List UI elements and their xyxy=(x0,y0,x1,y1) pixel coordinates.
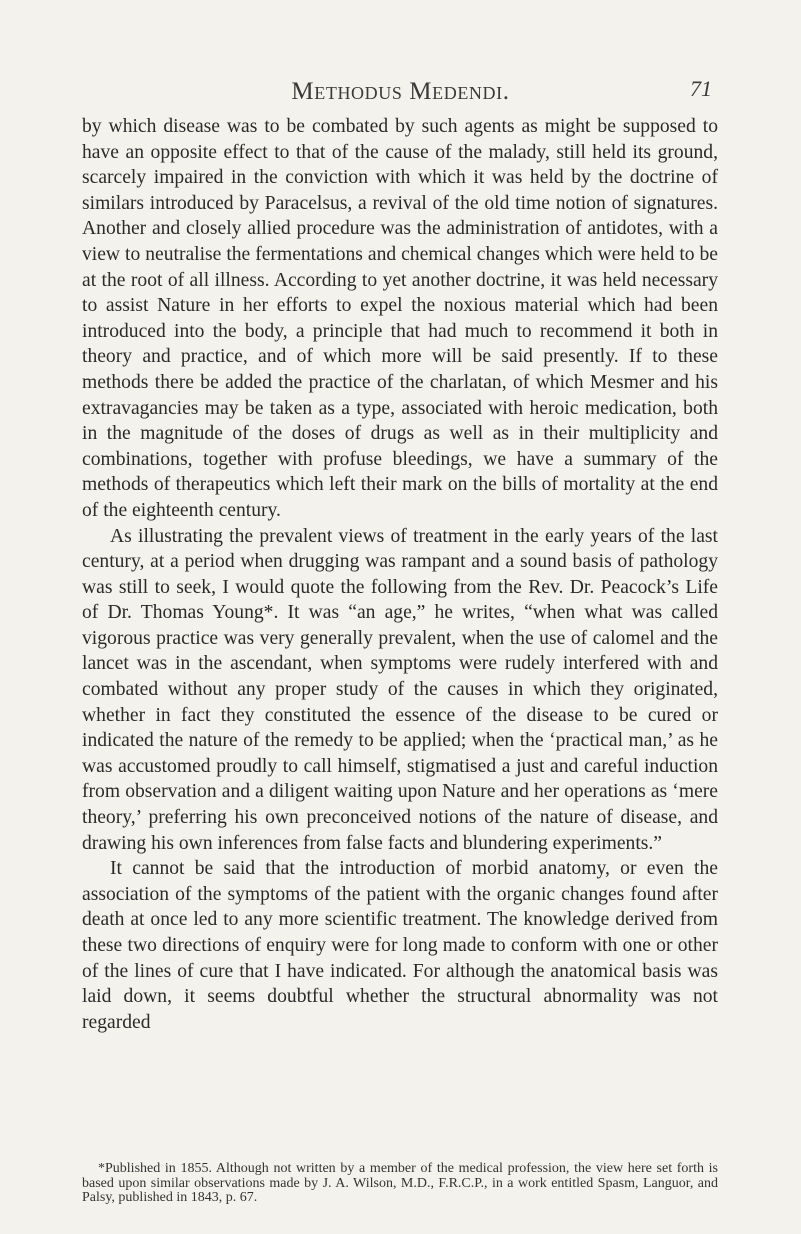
paragraph-1: by which disease was to be combated by such agents as might be supposed to have an opposite effect to that of the cause of the malady, still held its ground, scarcely impaired in the conviction with which it was held by the doctrine of similars introduced by Paracelsus, a revival of the old time notion of signatures. Another and closely allied procedure was the administration of antidotes, with a view to neutralise the fermentations and chemical changes which were held to be at the root of all illness. According to yet another doctrine, it was held necessary to assist Nature in her efforts to expel the noxious material which had been introduced into the body, a principle that had much to recommend it both in theory and practice, and of which more will be said presently. If to these methods there be added the practice of the charlatan, of which Mesmer and his extravagancies may be taken as a type, associated with heroic medication, both in the magnitude of the doses of drugs as well as in their multiplicity and combinations, together with profuse bleedings, we have a summary of the methods of therapeutics which left their mark on the bills of mortality at the end of the eighteenth century. xyxy=(82,116,718,521)
paragraph-3: It cannot be said that the introduction of morbid anatomy, or even the association of the symptoms of the patient with the organic changes found after death at once led to any more scientific treatment. The knowledge derived from these two directions of enquiry were for long made to conform with one or other of the lines of cure that I have indicated. For although the anatomical basis was laid down, it seems doubtful whether the structural abnormality was not regarded xyxy=(82,858,718,1033)
page-number: 71 xyxy=(690,76,712,101)
footnote xyxy=(82,1162,718,1206)
running-title: Methodus Medendi. xyxy=(291,78,510,105)
main-text xyxy=(82,114,718,1035)
paragraph-2: As illustrating the prevalent views of treatment in the early years of the last century, at a period when drugging was rampant and a sound basis of pathology was still to seek, I would quote the following from the Rev. Dr. Peacock’s Life of Dr. Thomas Young*. It was “an age,” he writes, “when what was called vigorous practice was very generally prevalent, when the use of calomel and the lancet was in the ascendant, when symptoms were rudely interfered with and combated without any proper study of the causes in which they originated, whether in fact they constituted the essence of the disease to be cured or indicated the nature of the remedy to be applied; when the ‘practical man,’ as he was accustomed proudly to call himself, stigmatised a just and careful induction from observation and a diligent waiting upon Nature and her operations as ‘mere theory,’ preferring his own preconceived notions of the nature of disease, and drawing his own inferences from false facts and blundering experiments.” xyxy=(82,525,718,854)
footnote-text: *Published in 1855. Although not written by a member of the medical profession, the view here set forth is based upon similar observations made by J. A. Wilson, M.D., F.R.C.P., in a work entitled Spasm, Languor, and Palsy, published in 1843, p. 67. xyxy=(82,1161,718,1205)
